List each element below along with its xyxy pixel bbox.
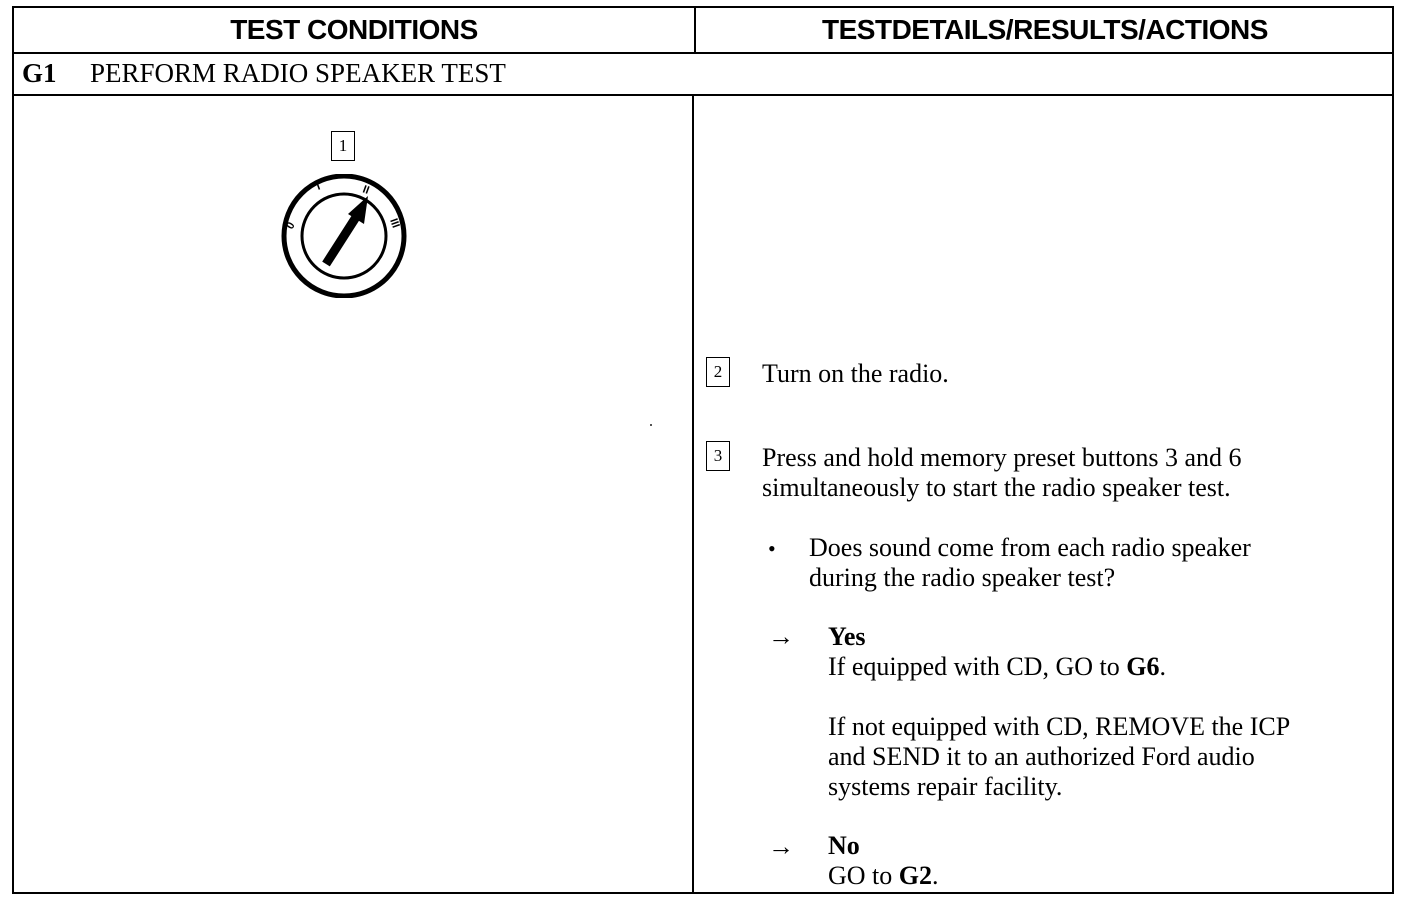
link-g6: G6 [1126,652,1160,681]
position-1-label: I [314,180,322,193]
yes-action-2-line1: If not equipped with CD, REMOVE the ICP [828,712,1291,741]
scan-speck [650,424,652,426]
test-code: G1 [22,58,57,88]
yes-action-2-line2: and SEND it to an authorized Ford audio [828,742,1255,771]
question-line1: Does sound come from each radio speaker [809,533,1251,562]
position-3-label: III [387,216,402,230]
table-header-row [14,8,1392,54]
no-action: GO to G2. [828,861,939,890]
test-title-row [14,52,1392,96]
link-g2: G2 [898,861,933,890]
question-bullet: • [768,536,776,561]
yes-label: Yes [828,622,866,651]
test-title: PERFORM RADIO SPEAKER TEST [90,58,506,88]
step-2-text: Turn on the radio. [762,359,949,388]
step-1-box: 1 [331,131,355,161]
yes-action-1: If equipped with CD, GO to G6. [828,652,1166,681]
yes-arrow: → [768,622,794,651]
question-line2: during the radio speaker test? [809,563,1116,592]
header-test-conditions: TEST CONDITIONS [14,8,696,52]
step-3-text-line2: simultaneously to start the radio speaker test. [762,473,1231,502]
step-2-box: 2 [706,357,730,387]
yes-action-2-line3: systems repair facility. [828,772,1063,801]
no-label: No [828,831,860,860]
position-2-label: II [360,183,371,197]
header-test-details: TESTDETAILS/RESULTS/ACTIONS [822,14,1268,45]
ignition-switch-icon [278,174,410,298]
column-divider [692,94,694,892]
position-0-label: 0 [284,220,298,232]
step-3-text-line1: Press and hold memory preset buttons 3 and 6 [762,443,1242,472]
no-arrow: → [768,832,794,861]
step-3-box: 3 [706,441,730,471]
